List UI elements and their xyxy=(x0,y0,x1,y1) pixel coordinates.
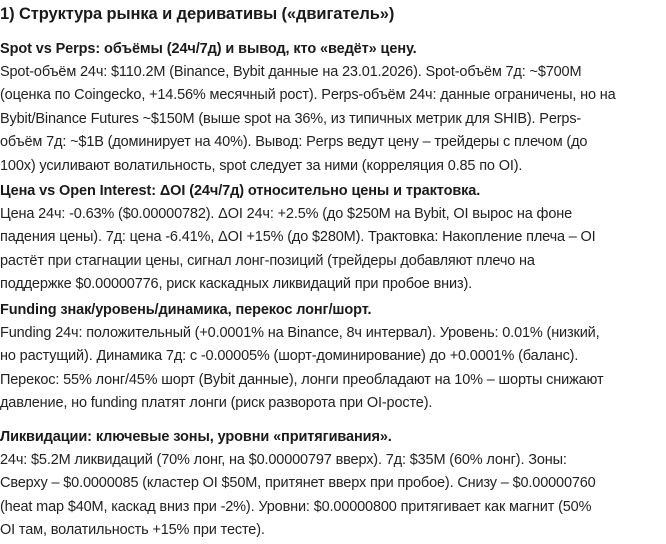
section-title: 1) Структура рынка и деривативы («двигатель») xyxy=(0,5,395,23)
paragraph-line: 100x) усиливают волатильность, spot следует за ними (корреляция 0.85 по OI). xyxy=(0,157,523,174)
paragraph-line: но растущий). Динамика 7д: с -0.00005% (шорт-доминирование) до +0.0001% (баланс). xyxy=(0,348,579,365)
paragraph-line: Bybit/Binance Futures ~$150M (выше spot на 36%, из типичных метрик для SHIB). Perps- xyxy=(0,110,582,127)
paragraph-line: объём 7д: ~$1B (доминирует на 40%). Вывод: Perps ведут цену – трейдеры с плечом (до xyxy=(0,134,588,151)
paragraph-line: растёт при стагнации цены, сигнал лонг-позиций (трейдеры добавляют плечо на xyxy=(0,252,535,269)
block-heading: Funding знак/уровень/динамика, перекос лонг/шорт. xyxy=(0,302,372,318)
paragraph-line: Funding 24ч: положительный (+0.0001% на Binance, 8ч интервал). Уровень: 0.01% (низкий, xyxy=(0,325,600,341)
block-heading: Spot vs Perps: объёмы (24ч/7д) и вывод, кто «ведёт» цену. xyxy=(0,41,417,57)
block-spot-vs-perps xyxy=(0,38,666,178)
block-heading: Ликвидации: ключевые зоны, уровни «притягивания». xyxy=(0,429,392,445)
paragraph-line: Spot-объём 24ч: $110.2M (Binance, Bybit данные на 23.01.2026). Spot-объём 7д: ~$700M xyxy=(0,64,582,80)
paragraph-line: Перекос: 55% лонг/45% шорт (Bybit данные), лонги преобладают на 10% – шорты снижают xyxy=(0,371,604,388)
paragraph-line: Цена 24ч: -0.63% ($0.00000782). ΔOI 24ч: +2.5% (до $250M на Bybit, OI вырос на фоне xyxy=(0,206,573,222)
block-funding xyxy=(0,299,666,416)
paragraph-line: падения цены). 7д: цена -6.41%, ΔOI +15% (до $280M). Трактовка: Накопление плеча – OI xyxy=(0,229,596,246)
block-liquidations xyxy=(0,426,666,543)
paragraph-line: OI там, волатильность +15% при тесте). xyxy=(0,522,265,539)
block-price-vs-oi xyxy=(0,180,666,297)
paragraph-line: (оценка по Coingecko, +14.56% месячный рост). Perps-объём 24ч: данные ограничены, но на xyxy=(0,87,616,104)
paragraph-line: 24ч: $5.2M ликвидаций (70% лонг, на $0.00000797 вверх). 7д: $35M (60% лонг). Зоны: xyxy=(0,452,567,468)
paragraph-line: Сверху – $0.0000085 (кластер OI $50M, притянет вверх при пробое). Снизу – $0.00000760 xyxy=(0,475,596,492)
paragraph-line: (heat map $40M, каскад вниз при -2%). Уровни: $0.00000800 притягивает как магнит (50% xyxy=(0,498,592,515)
block-heading: Цена vs Open Interest: ΔOI (24ч/7д) относительно цены и трактовка. xyxy=(0,183,481,199)
paragraph-line: поддержке $0.00000776, риск каскадных ликвидаций при пробое вниз). xyxy=(0,276,472,293)
paragraph-line: давление, но funding платят лонги (риск разворота при OI-росте). xyxy=(0,395,433,412)
